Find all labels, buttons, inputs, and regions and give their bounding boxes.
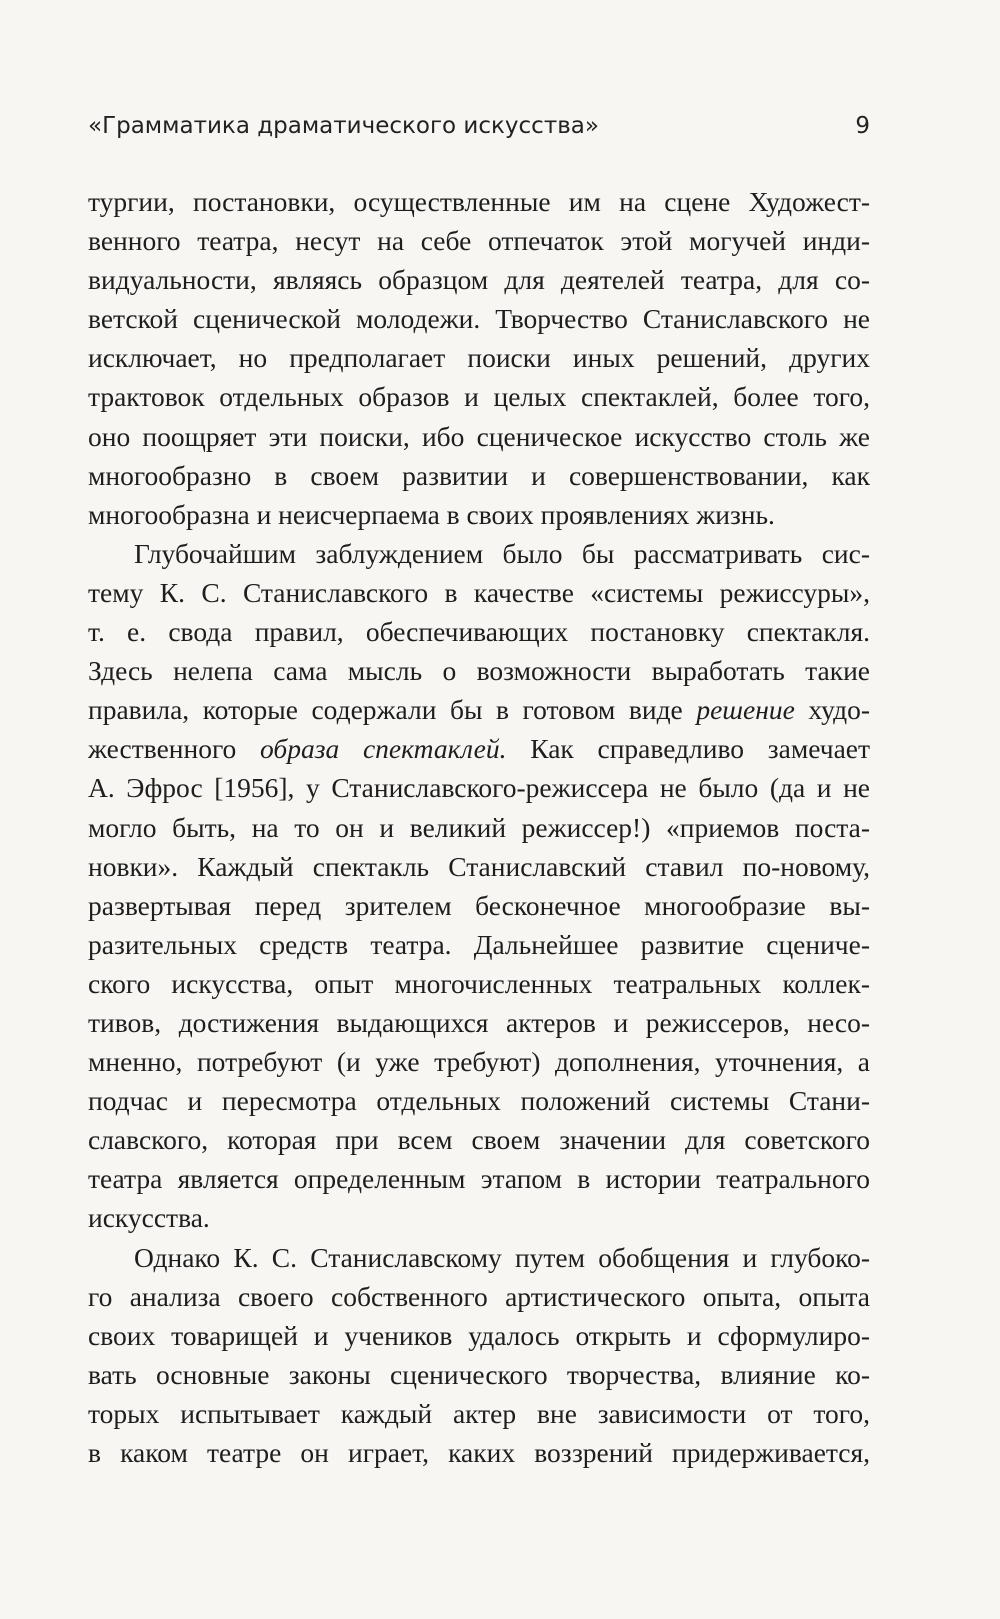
running-header: [88, 106, 870, 146]
text-line: исключает, но предполагает поиски иных решений, других: [88, 342, 870, 374]
line-text: Как справедливо замечает: [506, 733, 870, 765]
text-line: Здесь нелепа сама мысль о возможности выработать такие: [88, 655, 870, 687]
emphasis-text: решение: [696, 694, 795, 726]
emphasis-text: образа спектаклей.: [260, 733, 507, 765]
line-text: правила, которые содержали бы в готовом виде: [88, 694, 697, 726]
text-line: могло быть, на то он и великий режиссер!) «приемов поста-: [88, 811, 870, 843]
paragraph-3: [88, 1238, 870, 1473]
text-line: венного театра, несут на себе отпечаток этой могучей инди-: [88, 225, 870, 257]
text-line: го анализа своего собственного артистического опыта, опыта: [88, 1280, 870, 1312]
text-line: оно поощряет эти поиски, ибо сценическое искусство столь же: [88, 420, 870, 452]
line-text: жественного: [88, 733, 261, 765]
text-line: развертывая перед зрителем бесконечное многообразие вы-: [88, 889, 870, 921]
text-line: славского, которая при всем своем значении для советского: [88, 1124, 870, 1156]
line-text: худо-: [794, 694, 870, 726]
body-text: [88, 182, 870, 1472]
text-line: новки». Каждый спектакль Станиславский ставил по-новому,: [88, 850, 870, 882]
text-line: тему К. С. Станиславского в качестве «системы режиссуры»,: [88, 576, 870, 608]
text-line: А. Эфрос [1956], у Станиславского-режиссера не было (да и не: [88, 772, 870, 804]
page-number: 9: [855, 113, 870, 139]
text-line: Глубочайшим заблуждением было бы рассматривать сис-: [134, 537, 870, 569]
text-line: ветской сценической молодежи. Творчество Станиславского не: [88, 303, 870, 335]
text-line-with-emphasis: [88, 729, 870, 768]
running-title: «Грамматика драматического искусства»: [88, 113, 599, 139]
text-line: многообразно в своем развитии и совершенствовании, как: [88, 459, 870, 491]
text-line: в каком театре он играет, каких воззрений придерживается,: [88, 1437, 870, 1468]
text-line: тивов, достижения выдающихся актеров и режиссеров, несо-: [88, 1006, 870, 1038]
text-line: многообразна и неисчерпаема в своих проявлениях жизнь.: [88, 498, 775, 530]
text-line: вать основные законы сценического творчества, влияние ко-: [88, 1358, 870, 1390]
text-line: видуальности, являясь образцом для деятелей театра, для со-: [88, 264, 870, 296]
text-line: искусства.: [88, 1202, 210, 1234]
text-line: театра является определенным этапом в истории театрального: [88, 1163, 870, 1195]
text-line: Однако К. С. Станиславскому путем обобщения и глубоко-: [134, 1241, 870, 1273]
text-line: трактовок отдельных образов и целых спектаклей, более того,: [88, 381, 870, 413]
paragraph-2: [88, 534, 870, 1238]
text-line: мненно, потребуют (и уже требуют) дополнения, уточнения, а: [88, 1046, 870, 1078]
text-line: торых испытывает каждый актер вне зависимости от того,: [88, 1397, 870, 1429]
text-line: своих товарищей и учеников удалось открыть и сформулиро-: [88, 1319, 870, 1351]
text-line: подчас и пересмотра отдельных положений системы Стани-: [88, 1085, 870, 1117]
paragraph-1: [88, 182, 870, 534]
text-line: ского искусства, опыт многочисленных театральных коллек-: [88, 967, 870, 999]
text-line-with-emphasis: [88, 690, 870, 729]
text-line: т. е. свода правил, обеспечивающих постановку спектакля.: [88, 616, 870, 648]
text-line: разительных средств театра. Дальнейшее развитие сцениче-: [88, 928, 870, 960]
text-line: тургии, постановки, осуществленные им на сцене Художест-: [88, 186, 870, 217]
